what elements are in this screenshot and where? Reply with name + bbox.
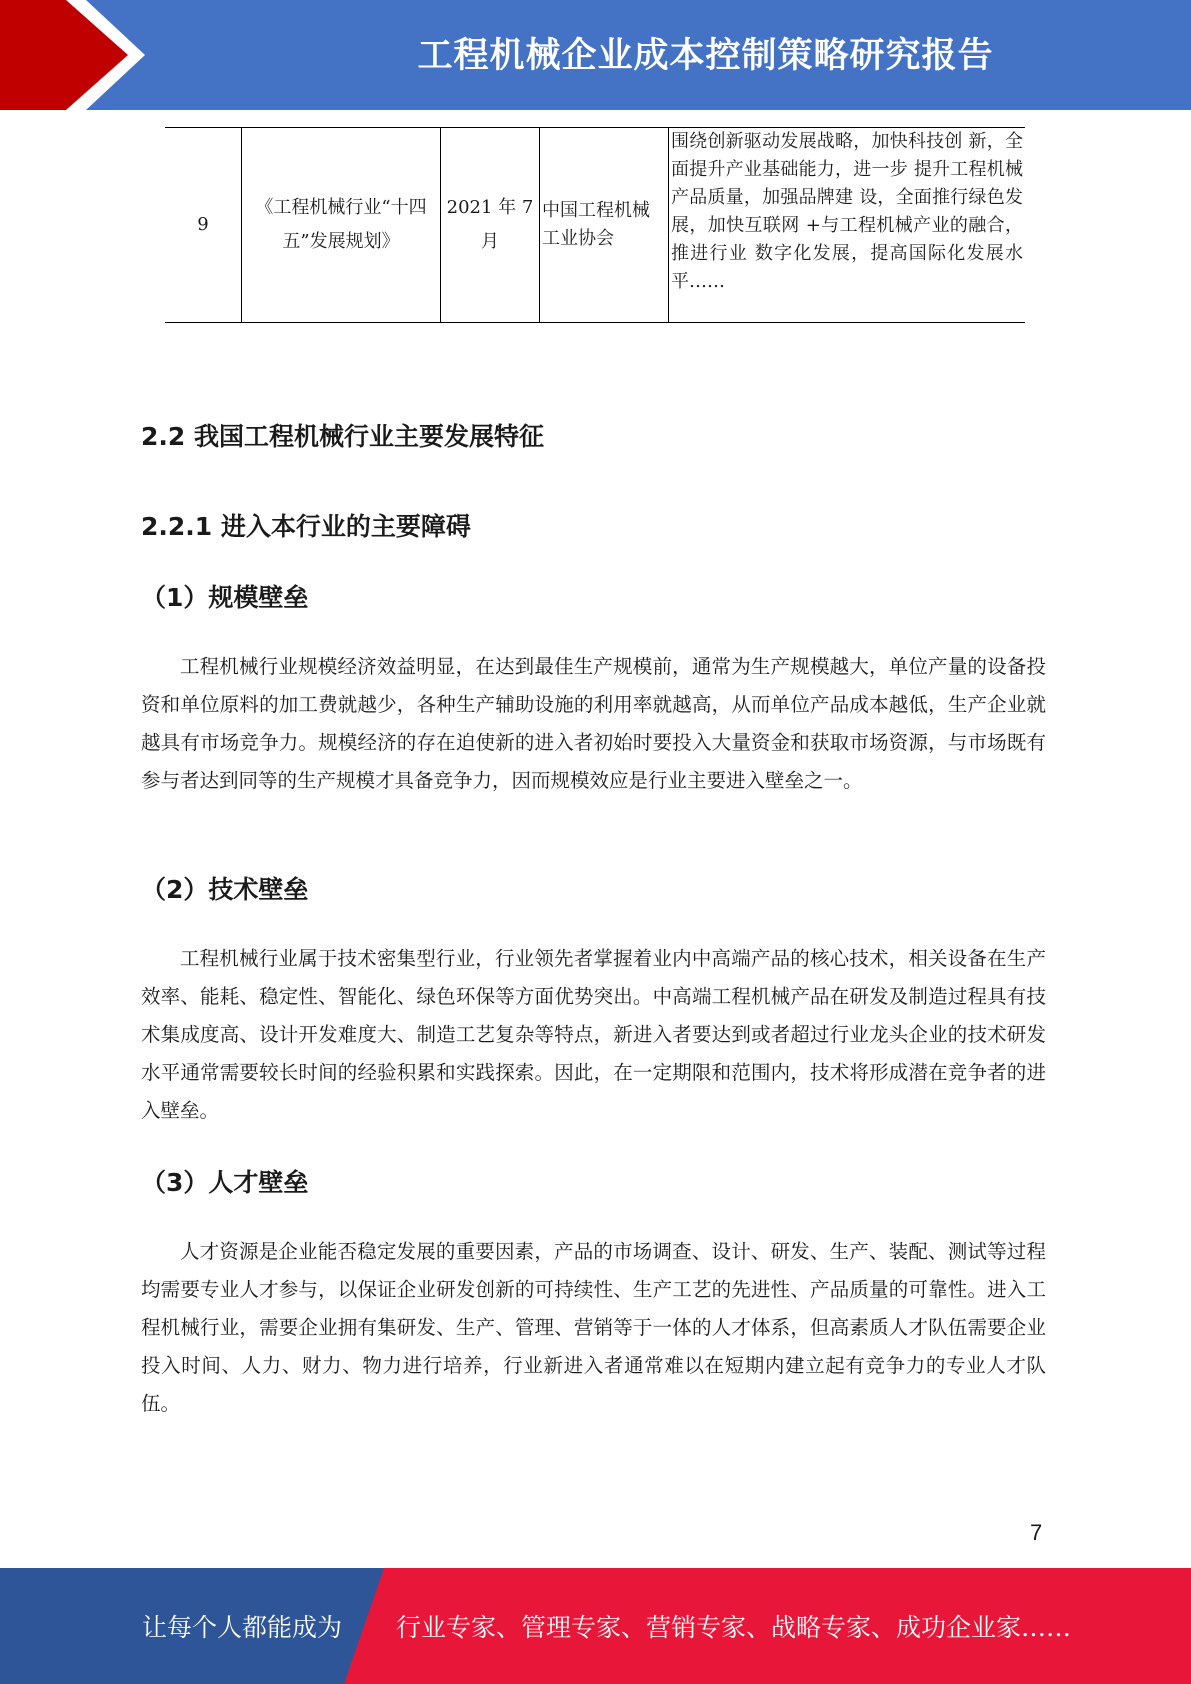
section-heading-2-2: 2.2 我国工程机械行业主要发展特征: [141, 422, 544, 451]
table-row: [165, 128, 1025, 323]
paragraph-talent-barrier: 人才资源是企业能否稳定发展的重要因素，产品的市场调查、设计、研发、生产、装配、测试等过程均需要专业人才参与，以保证企业研发创新的可持续性、生产工艺的先进性、产品质量的可靠性。进入工程机械行业，需要企业拥有集研发、生产、管理、营销等于一体的人才体系，但高素质人才队伍需要企业投入时间、人力、财力、物力进行培养，行业新进入者通常难以在短期内建立起有竞争力的专业人才队伍。: [141, 1240, 1046, 1415]
policy-table: [165, 127, 1025, 323]
paragraph-scale-barrier: 工程机械行业规模经济效益明显，在达到最佳生产规模前，通常为生产规模越大，单位产量的设备投资和单位原料的加工费就越少，各种生产辅助设施的利用率就越高，从而单位产品成本越低，生产企业就越具有市场竞争力。规模经济的存在迫使新的进入者初始时要投入大量资金和获取市场资源，与市场既有参与者达到同等的生产规模才具备竞争力，因而规模效应是行业主要进入壁垒之一。: [141, 655, 1046, 792]
page-number: 7: [1030, 1520, 1043, 1545]
header-banner: [0, 0, 1191, 110]
subheading-scale-barrier: （1）规模壁垒: [141, 583, 309, 612]
table-cell-number: 9: [165, 128, 242, 323]
subheading-talent-barrier: （3）人才壁垒: [141, 1168, 309, 1197]
date-text: 2021 年 7 月: [446, 197, 534, 252]
table-cell-organization: 中国工程机械工业协会: [540, 128, 669, 323]
footer-banner: [0, 1568, 1191, 1684]
table-cell-content: 围绕创新驱动发展战略，加快科技创 新，全面提升产业基础能力，进一步 提升工程机械产品质量，加强品牌建 设，全面推行绿色发展，加快互联网 +与工程机械产业的融合，推进行业 数字化发展，提高国际化发展水 平……: [669, 128, 1026, 323]
policy-name-text: 《工程机械行业“十四五”发展规划》: [255, 197, 427, 252]
table-cell-date: [441, 128, 540, 323]
footer-slogan-left: 让每个人都能成为: [142, 1613, 343, 1642]
paragraph-tech-barrier: 工程机械行业属于技术密集型行业，行业领先者掌握着业内中高端产品的核心技术，相关设备在生产效率、能耗、稳定性、智能化、绿色环保等方面优势突出。中高端工程机械产品在研发及制造过程具有技术集成度高、设计开发难度大、制造工艺复杂等特点，新进入者要达到或者超过行业龙头企业的技术研发水平通常需要较长时间的经验积累和实践探索。因此，在一定期限和范围内，技术将形成潜在竞争者的进入壁垒。: [141, 947, 1046, 1122]
section-heading-2-2-1: 2.2.1 进入本行业的主要障碍: [141, 512, 471, 541]
subheading-tech-barrier: （2）技术壁垒: [141, 875, 309, 904]
footer-slogan-right: 行业专家、管理专家、营销专家、战略专家、成功企业家……: [396, 1613, 1072, 1642]
report-title: 工程机械企业成本控制策略研究报告: [417, 36, 994, 76]
header-arrow-decoration: [0, 0, 160, 110]
table-cell-policy-name: [242, 128, 441, 323]
